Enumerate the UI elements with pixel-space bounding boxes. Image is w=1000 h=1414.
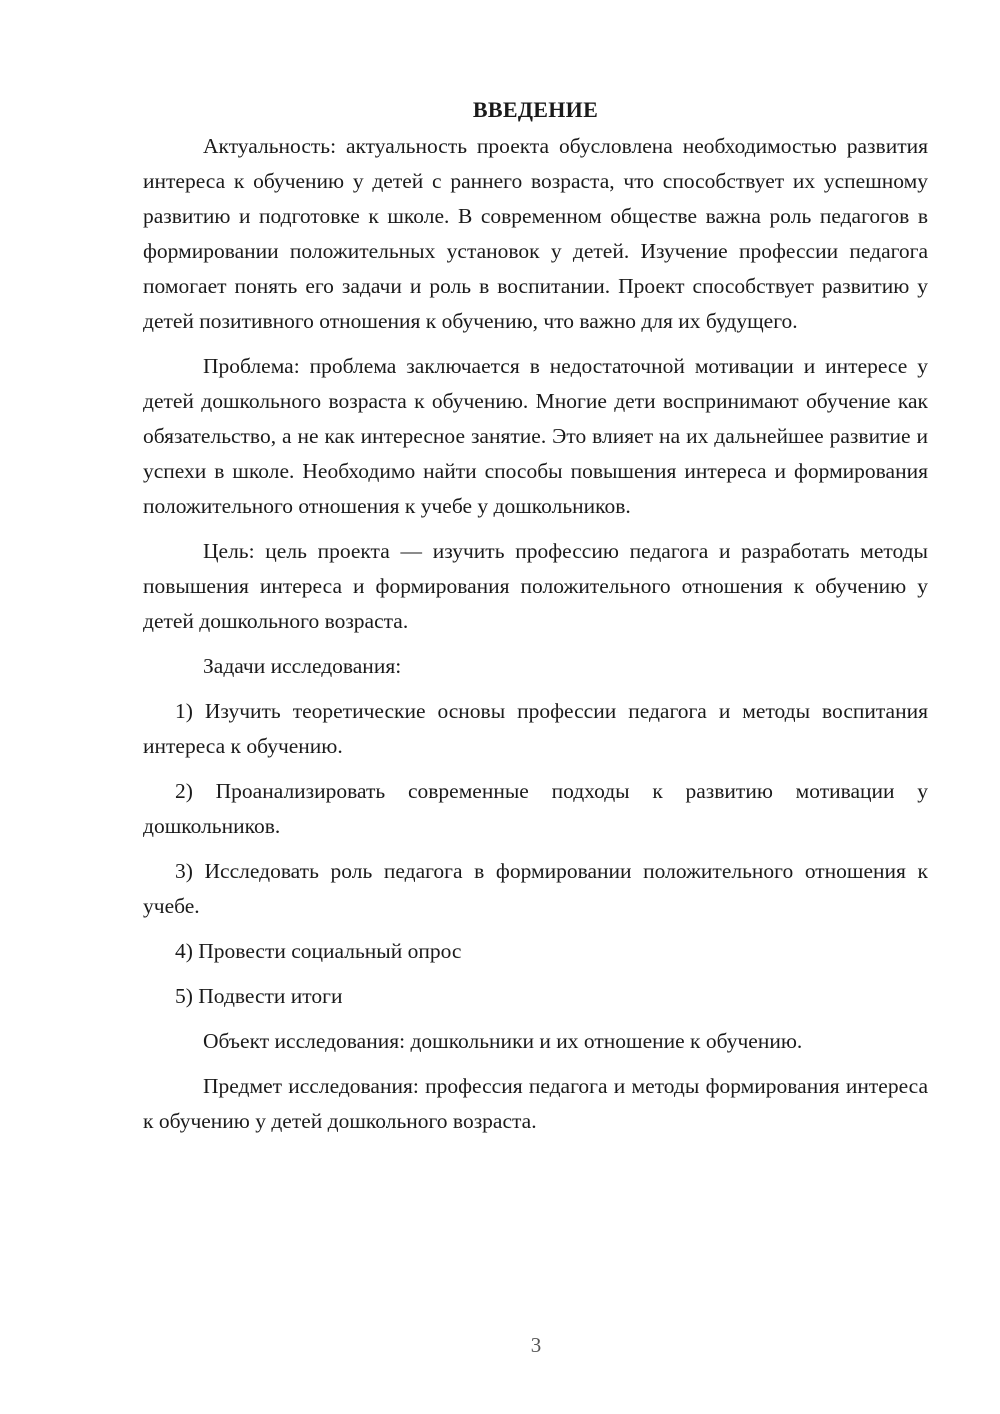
object-paragraph: Объект исследования: дошкольники и их отношение к обучению. xyxy=(203,1029,803,1053)
list-item: 2) Проанализировать современные подходы к развитию мотивации у дошкольников. xyxy=(143,779,928,838)
list-item: 5) Подвести итоги xyxy=(175,984,343,1008)
problem-paragraph: Проблема: проблема заключается в недостаточной мотивации и интересе у детей дошкольного возраста к обучению. Многие дети воспринимают обучение как обязательство, а не как интересное занятие. Это влияет на их дальнейшее развитие и успехи в школе. Необходимо найти способы повышения интереса и формирования положительного отношения к учебе у дошкольников. xyxy=(143,354,928,518)
list-item: 3) Исследовать роль педагога в формировании положительного отношения к учебе. xyxy=(143,859,928,918)
relevance-paragraph: Актуальность: актуальность проекта обусловлена необходимостью развития интереса к обучению у детей с раннего возраста, что способствует их успешному развитию и подготовке к школе. В современном обществе важна роль педагогов в формировании положительных установок у детей. Изучение профессии педагога помогает понять его задачи и роль в воспитании. Проект способствует развитию у детей позитивного отношения к обучению, что важно для их будущего. xyxy=(143,134,928,333)
list-item: 4) Провести социальный опрос xyxy=(175,939,462,963)
page-title: ВВЕДЕНИЕ xyxy=(472,97,599,122)
document-page xyxy=(143,95,928,1149)
subject-paragraph: Предмет исследования: профессия педагога и методы формирования интереса к обучению у детей дошкольного возраста. xyxy=(143,1074,928,1133)
list-item: 1) Изучить теоретические основы профессии педагога и методы воспитания интереса к обучению. xyxy=(143,699,928,758)
tasks-list xyxy=(143,694,928,1014)
tasks-heading: Задачи исследования: xyxy=(203,654,402,678)
goal-paragraph: Цель: цель проекта — изучить профессию педагога и разработать методы повышения интереса и формирования положительного отношения к обучению у детей дошкольного возраста. xyxy=(143,539,928,633)
page-number: 3 xyxy=(530,1333,542,1357)
